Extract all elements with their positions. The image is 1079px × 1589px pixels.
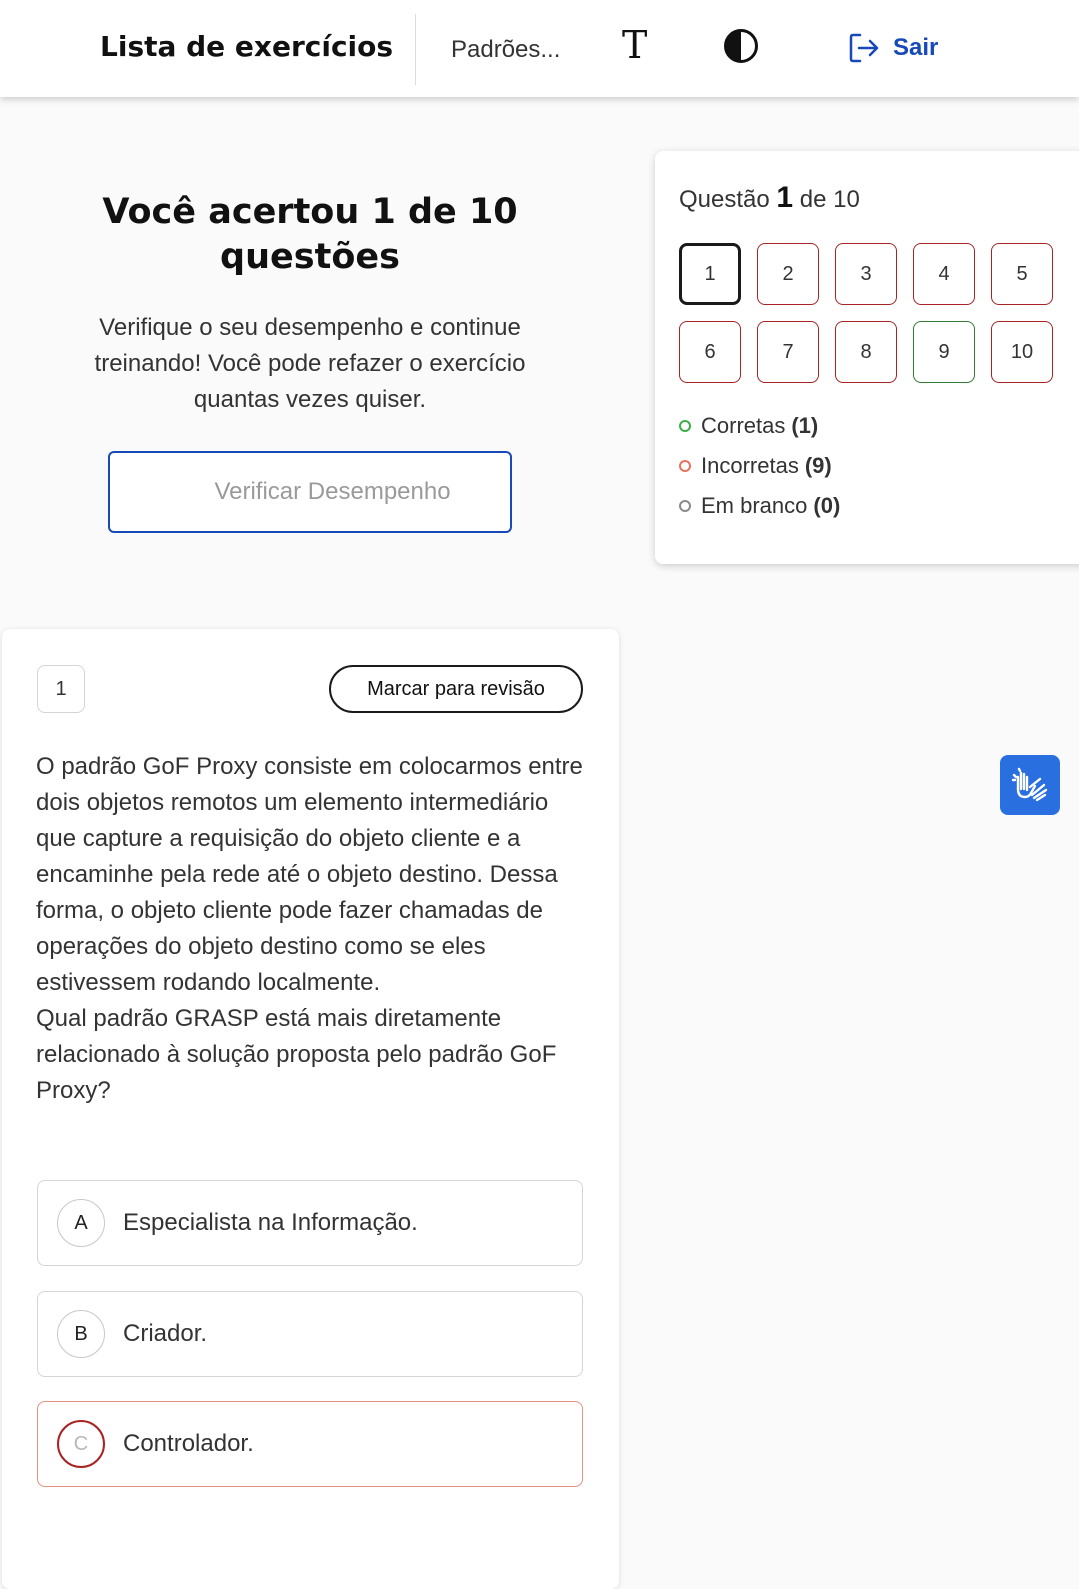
legend-blank xyxy=(679,486,840,526)
option-c[interactable] xyxy=(37,1401,583,1487)
option-a[interactable] xyxy=(37,1180,583,1266)
question-button-9[interactable]: 9 xyxy=(913,321,975,383)
result-title: Você acertou 1 de 10 questões xyxy=(102,192,518,277)
subject-name: Padrões... xyxy=(451,36,561,63)
page-title: Lista de exercícios xyxy=(100,30,394,63)
navigator-title-suffix: de 10 xyxy=(799,186,860,213)
result-summary xyxy=(40,190,580,418)
option-text: Especialista na Informação. xyxy=(123,1209,418,1236)
question-number-badge: 1 xyxy=(37,665,85,713)
question-button-5[interactable]: 5 xyxy=(991,243,1053,305)
question-card xyxy=(2,629,619,1589)
legend-incorrect-label: Incorretas xyxy=(701,453,799,478)
result-text: Verifique o seu desempenho e continue treinando! Você pode refazer o exercício quantas vezes quiser. xyxy=(94,314,526,413)
option-text: Controlador. xyxy=(123,1430,254,1457)
correct-dot-icon xyxy=(679,420,691,432)
legend-blank-label: Em branco xyxy=(701,493,808,518)
question-statement xyxy=(36,749,586,1109)
question-button-8[interactable]: 8 xyxy=(835,321,897,383)
question-button-6[interactable]: 6 xyxy=(679,321,741,383)
header-divider xyxy=(415,14,416,85)
legend-incorrect xyxy=(679,446,840,486)
legend-correct xyxy=(679,406,840,446)
navigator-title-prefix: Questão xyxy=(679,186,770,213)
font-size-icon[interactable]: T xyxy=(622,23,648,67)
option-letter: C xyxy=(57,1420,105,1468)
legend-correct-count: (1) xyxy=(791,413,819,438)
question-grid xyxy=(679,243,1053,383)
legend-correct-label: Corretas xyxy=(701,413,786,438)
logout-label: Sair xyxy=(893,34,939,61)
blank-dot-icon xyxy=(679,500,691,512)
question-button-7[interactable]: 7 xyxy=(757,321,819,383)
incorrect-dot-icon xyxy=(679,460,691,472)
option-b[interactable] xyxy=(37,1291,583,1377)
question-button-2[interactable]: 2 xyxy=(757,243,819,305)
top-header xyxy=(0,0,1079,97)
option-letter: A xyxy=(57,1199,105,1247)
question-button-4[interactable]: 4 xyxy=(913,243,975,305)
question-navigator xyxy=(655,151,1079,564)
verify-performance-button[interactable]: Verificar Desempenho xyxy=(108,451,512,533)
legend-incorrect-count: (9) xyxy=(804,453,832,478)
option-letter: B xyxy=(57,1310,105,1358)
question-button-3[interactable]: 3 xyxy=(835,243,897,305)
logout-button[interactable] xyxy=(847,30,938,66)
legend-blank-count: (0) xyxy=(813,493,841,518)
question-button-10[interactable]: 10 xyxy=(991,321,1053,383)
question-button-1[interactable]: 1 xyxy=(679,243,741,305)
navigator-title xyxy=(679,181,860,215)
logout-icon xyxy=(847,31,881,65)
sign-language-button[interactable] xyxy=(1000,755,1060,815)
question-paragraph-2: Qual padrão GRASP está mais diretamente relacionado à solução proposta pelo padrão GoF Proxy? xyxy=(36,1005,557,1104)
contrast-icon[interactable] xyxy=(723,28,759,64)
status-legend xyxy=(679,406,840,526)
option-text: Criador. xyxy=(123,1320,208,1347)
question-paragraph-1: O padrão GoF Proxy consiste em colocarmos entre dois objetos remotos um elemento intermediário que capture a requisição do objeto cliente e a encaminhe pela rede até o objeto destino. Dessa forma, o objeto cliente pode fazer chamadas de operações do objeto destino como se eles estivessem rodando localmente. xyxy=(36,753,583,996)
navigator-current-number: 1 xyxy=(776,181,794,214)
mark-for-review-button[interactable]: Marcar para revisão xyxy=(329,665,583,713)
sign-language-icon xyxy=(1010,765,1050,805)
